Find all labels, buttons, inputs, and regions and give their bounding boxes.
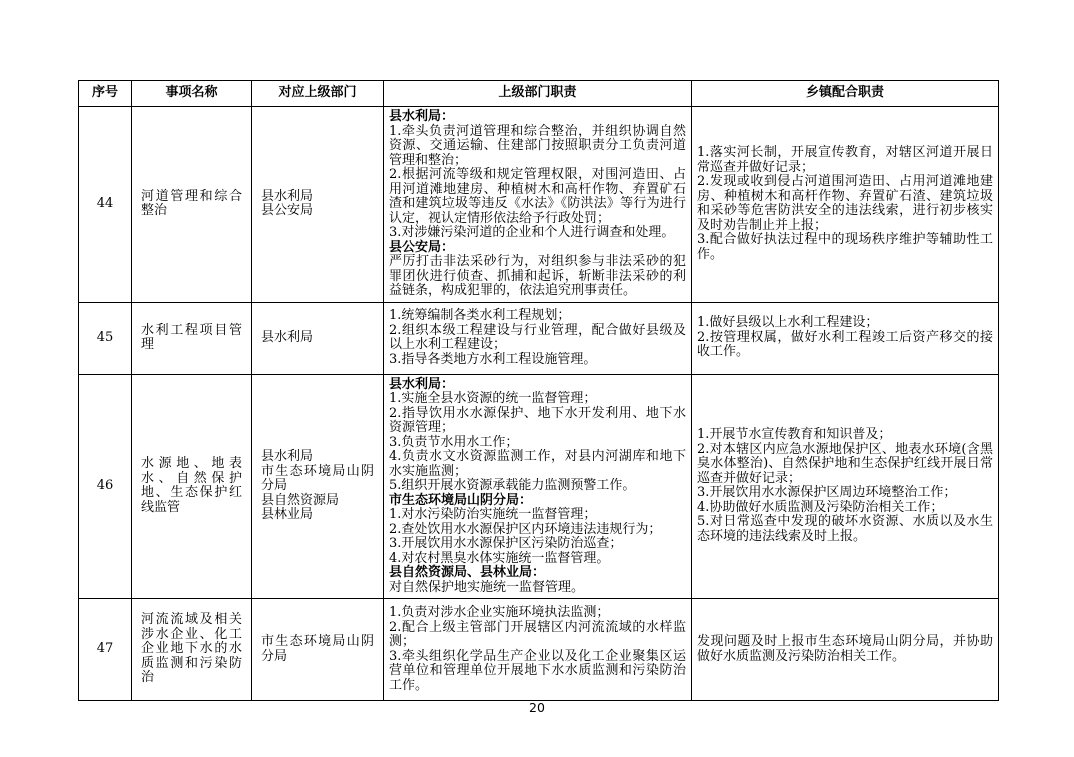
duty-item: 对自然保护地实施统一监督管理。 — [389, 579, 585, 595]
cell-township-duties — [692, 302, 999, 374]
cell-superior-departments — [252, 302, 384, 374]
cell-township-duties — [692, 599, 999, 701]
township-duty-item: 5.对日常巡查中发现的破坏水资源、水质以及水生态环境的违法线索及时上报。 — [697, 514, 993, 544]
township-duty-item: 3.配合做好执法过程中的现场秩序维护等辅助性工作。 — [697, 232, 993, 262]
duty-item: 1.负责对涉水企业实施环境执法监测； — [389, 605, 610, 620]
duty-department-heading: 县水利局： — [389, 376, 455, 392]
cell-superior-departments — [252, 107, 384, 303]
cell-item-name: 河流流域及相关涉水企业、化工企业地下水的水质监测和污染防治 — [132, 599, 252, 701]
township-duty-item: 2.按管理权属，做好水利工程竣工后资产移交的接收工作。 — [697, 329, 993, 360]
duty-item: 2.查处饮用水水源保护区内环境违法违规行为； — [389, 521, 662, 537]
table-body — [79, 107, 999, 701]
page-number: 20 — [529, 700, 545, 715]
table-row — [79, 107, 999, 303]
department-name: 县公安局 — [261, 203, 314, 219]
department-name: 县水利局 — [261, 188, 314, 204]
duty-item: 3.负责节水用水工作； — [389, 434, 519, 450]
duty-item: 1.对水污染防治实施统一监督管理； — [389, 507, 597, 522]
duty-item: 3.牵头组织化学品生产企业以及化工企业聚集区运营单位和管理单位开展地下水水质监测和污染防治工作。 — [389, 648, 686, 693]
cell-sequence-number: 46 — [79, 374, 132, 599]
cell-sequence-number: 45 — [79, 302, 132, 374]
duty-department-heading: 县水利局： — [389, 109, 455, 124]
department-name: 市生态环境局山阴分局 — [261, 463, 374, 493]
column-header: 事项名称 — [132, 81, 252, 107]
cell-superior-duties — [384, 374, 692, 599]
duty-item: 2.配合上级主管部门开展辖区内河流流域的水样监测； — [389, 619, 686, 649]
table-row — [79, 302, 999, 374]
duty-item: 2.指导饮用水水源保护、地下水开发利用、地下水资源管理； — [389, 405, 686, 435]
duty-item: 3.指导各类地方水利工程设施管理。 — [389, 351, 597, 367]
township-duty-item: 1.开展节水宣传教育和知识普及； — [697, 427, 892, 443]
table-header-row — [79, 81, 999, 107]
duty-item: 1.统筹编制各类水利工程规划； — [389, 308, 571, 323]
duty-department-heading: 县自然资源局、县林业局： — [389, 565, 546, 580]
cell-item-name: 河道管理和综合整治 — [132, 107, 252, 303]
department-name: 市生态环境局山阴分局 — [261, 634, 374, 664]
cell-superior-duties — [384, 599, 692, 701]
township-duty-item: 3.开展饮用水水源保护区周边环境整治工作； — [697, 485, 957, 501]
duty-item: 4.负责水文水资源监测工作，对县内河湖库和地下水实施监测； — [389, 449, 686, 479]
department-name: 县自然资源局 — [261, 492, 340, 508]
cell-superior-duties — [384, 107, 692, 303]
township-duty-item: 2.对本辖区内应急水源地保护区、地表水环境(含黑臭水体整治)、自然保护地和生态保护红线开展日常巡查并做好记录； — [697, 441, 993, 486]
cell-superior-departments — [252, 374, 384, 599]
cell-sequence-number: 47 — [79, 599, 132, 701]
column-header: 上级部门职责 — [384, 81, 692, 107]
duty-item: 5.组织开展水资源承载能力监测预警工作。 — [389, 478, 636, 493]
table-row — [79, 374, 999, 599]
department-name: 县林业局 — [261, 507, 314, 522]
column-header: 序号 — [79, 81, 132, 107]
cell-sequence-number: 44 — [79, 107, 132, 303]
duty-item: 2.组织本级工程建设与行业管理，配合做好县级及以上水利工程建设； — [389, 322, 686, 352]
township-duty-item: 1.做好县级以上水利工程建设； — [697, 315, 879, 331]
responsibility-table — [78, 80, 999, 701]
cell-township-duties — [692, 374, 999, 599]
township-duty-item: 4.协助做好水质监测及污染防治相关工作； — [697, 499, 944, 515]
duty-item: 1.牵头负责河道管理和综合整治，并组织协调自然资源、交通运输、住建部门按照职责分工负责河道管理和整治； — [389, 123, 686, 168]
duty-item: 3.对涉嫌污染河道的企业和个人进行调查和处理。 — [389, 225, 675, 240]
duty-item: 1.实施全县水资源的统一监督管理； — [389, 391, 597, 406]
column-header: 乡镇配合职责 — [692, 81, 999, 107]
duty-item: 2.根据河流等级和规定管理权限，对围河造田、占用河道滩地建房、种植树木和高杆作物、弃置矿石渣和建筑垃圾等违反《水法》《防洪法》等行为进行认定，视认定情形依法给予行政处罚； — [389, 167, 686, 226]
column-header: 对应上级部门 — [252, 81, 384, 107]
department-name: 县水利局 — [261, 449, 314, 464]
cell-township-duties — [692, 107, 999, 303]
duty-department-heading: 县公安局： — [389, 239, 455, 255]
township-duty-item: 2.发现或收到侵占河道围河造田、占用河道滩地建房、种植树木和高杆作物、弃置矿石渣、建筑垃圾和采砂等危害防洪安全的违法线索，进行初步核实及时劝告制止并上报； — [697, 174, 993, 233]
cell-superior-duties — [384, 302, 692, 374]
duty-item: 严厉打击非法采砂行为，对组织参与非法采砂的犯罪团伙进行侦查、抓捕和起诉，斩断非法采砂的利益链条，构成犯罪的，依法追究刑事责任。 — [389, 254, 686, 298]
duty-department-heading: 市生态环境局山阴分局： — [389, 492, 533, 508]
cell-item-name: 水源地、地表水、自然保护地、生态保护红线监管 — [132, 374, 252, 599]
township-duty-item: 1.落实河长制，开展宣传教育，对辖区河道开展日常巡查并做好记录； — [697, 145, 993, 175]
department-name: 县水利局 — [261, 329, 314, 345]
cell-superior-departments — [252, 599, 384, 701]
duty-item: 3.开展饮用水水源保护区污染防治巡查； — [389, 536, 623, 551]
duty-item: 4.对农村黑臭水体实施统一监督管理。 — [389, 550, 610, 566]
township-duty-item: 发现问题及时上报市生态环境局山阴分局，并协助做好水质监测及污染防治相关工作。 — [697, 634, 993, 664]
table-row — [79, 599, 999, 701]
cell-item-name: 水利工程项目管理 — [132, 302, 252, 374]
